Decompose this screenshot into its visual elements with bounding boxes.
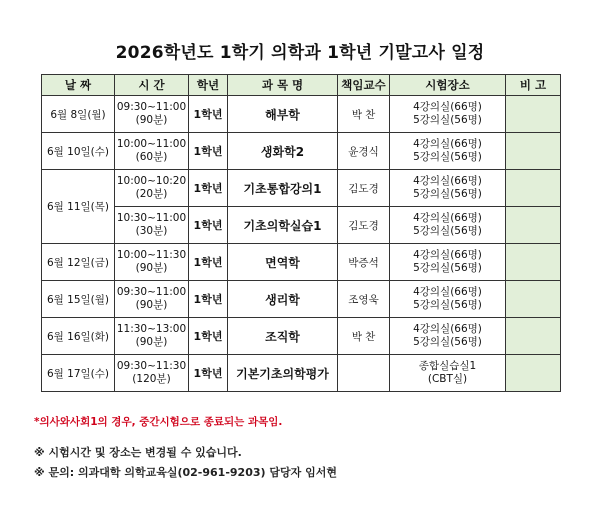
place-line-2: 5강의실(56명) — [413, 336, 482, 348]
place-line-2: (CBT실) — [427, 373, 468, 385]
table-row — [42, 170, 561, 207]
row-subject: 기본기초의학평가 — [228, 355, 338, 392]
row-professor: 조영욱 — [338, 281, 390, 318]
time-duration: (60분) — [135, 151, 168, 163]
row-place — [390, 207, 506, 244]
row-remark — [506, 170, 561, 207]
row-professor: 박증석 — [338, 244, 390, 281]
place-line-2: 5강의실(56명) — [413, 262, 482, 274]
row-subject: 해부학 — [228, 96, 338, 133]
change-notice: ※ 시험시간 및 장소는 변경될 수 있습니다. — [34, 446, 242, 459]
row-professor: 김도경 — [338, 207, 390, 244]
place-line-1: 4강의실(66명) — [413, 286, 482, 298]
time-range: 10:00~11:00 — [116, 138, 187, 150]
time-duration: (90분) — [135, 299, 168, 311]
place-line-2: 5강의실(56명) — [413, 114, 482, 126]
document-title: 2026학년도 1학기 의학과 1학년 기말고사 일정 — [115, 43, 485, 63]
row-time — [115, 133, 189, 170]
place-line-1: 4강의실(66명) — [413, 323, 482, 335]
row-remark — [506, 318, 561, 355]
row-professor: 김도경 — [338, 170, 390, 207]
row-subject: 면역학 — [228, 244, 338, 281]
header-professor: 책임교수 — [338, 75, 390, 96]
row-professor: 박 찬 — [338, 318, 390, 355]
row-professor — [338, 355, 390, 392]
table-row — [42, 207, 561, 244]
row-date: 6월 17일(수) — [42, 355, 115, 392]
table-row — [42, 318, 561, 355]
row-place — [390, 96, 506, 133]
row-date: 6월 16일(화) — [42, 318, 115, 355]
row-subject: 조직학 — [228, 318, 338, 355]
row-remark — [506, 133, 561, 170]
table-row — [42, 133, 561, 170]
time-duration: (20분) — [135, 188, 168, 200]
row-remark — [506, 96, 561, 133]
header-date: 날 짜 — [42, 75, 115, 96]
table-header-row — [42, 75, 561, 96]
time-range: 10:30~11:00 — [116, 212, 187, 224]
row-time — [115, 281, 189, 318]
row-place — [390, 355, 506, 392]
row-time — [115, 96, 189, 133]
row-place — [390, 170, 506, 207]
place-line-1: 4강의실(66명) — [413, 175, 482, 187]
row-place — [390, 133, 506, 170]
row-remark — [506, 207, 561, 244]
row-year: 1학년 — [189, 281, 228, 318]
row-place — [390, 318, 506, 355]
header-remark: 비 고 — [506, 75, 561, 96]
time-range: 09:30~11:00 — [116, 286, 187, 298]
row-year: 1학년 — [189, 318, 228, 355]
row-place — [390, 281, 506, 318]
place-line-1: 종합실습실1 — [418, 360, 477, 372]
place-line-1: 4강의실(66명) — [413, 212, 482, 224]
table-row — [42, 355, 561, 392]
place-line-2: 5강의실(56명) — [413, 188, 482, 200]
row-remark — [506, 355, 561, 392]
table-row — [42, 96, 561, 133]
place-line-2: 5강의실(56명) — [413, 225, 482, 237]
row-professor: 윤경식 — [338, 133, 390, 170]
time-duration: (120분) — [132, 373, 171, 385]
row-year: 1학년 — [189, 207, 228, 244]
time-range: 10:00~11:30 — [116, 249, 187, 261]
row-remark — [506, 281, 561, 318]
place-line-2: 5강의실(56명) — [413, 299, 482, 311]
contact-notice: ※ 문의: 의과대학 의학교육실(02-961-9203) 담당자 임서현 — [34, 466, 337, 479]
row-year: 1학년 — [189, 244, 228, 281]
row-remark — [506, 244, 561, 281]
place-line-2: 5강의실(56명) — [413, 151, 482, 163]
time-range: 10:00~10:20 — [116, 175, 187, 187]
exam-schedule-table — [41, 74, 561, 392]
time-range: 11:30~13:00 — [116, 323, 187, 335]
row-time — [115, 318, 189, 355]
time-duration: (90분) — [135, 336, 168, 348]
row-year: 1학년 — [189, 170, 228, 207]
row-time — [115, 207, 189, 244]
row-subject: 생화학2 — [228, 133, 338, 170]
row-date: 6월 8일(월) — [42, 96, 115, 133]
row-time — [115, 170, 189, 207]
place-line-1: 4강의실(66명) — [413, 101, 482, 113]
time-duration: (30분) — [135, 225, 168, 237]
row-subject: 기초의학실습1 — [228, 207, 338, 244]
row-professor: 박 찬 — [338, 96, 390, 133]
table-row — [42, 281, 561, 318]
row-time — [115, 355, 189, 392]
time-range: 09:30~11:00 — [116, 101, 187, 113]
header-year: 학년 — [189, 75, 228, 96]
row-date: 6월 12일(금) — [42, 244, 115, 281]
footnote-red: *의사와사회1의 경우, 중간시험으로 종료되는 과목임. — [34, 416, 283, 428]
row-place — [390, 244, 506, 281]
row-date: 6월 15일(월) — [42, 281, 115, 318]
time-range: 09:30~11:30 — [116, 360, 187, 372]
row-year: 1학년 — [189, 355, 228, 392]
row-subject: 생리학 — [228, 281, 338, 318]
header-time: 시 간 — [115, 75, 189, 96]
place-line-1: 4강의실(66명) — [413, 249, 482, 261]
header-place: 시험장소 — [390, 75, 506, 96]
row-year: 1학년 — [189, 96, 228, 133]
table-row — [42, 244, 561, 281]
row-subject: 기초통합강의1 — [228, 170, 338, 207]
time-duration: (90분) — [135, 262, 168, 274]
place-line-1: 4강의실(66명) — [413, 138, 482, 150]
row-date: 6월 10일(수) — [42, 133, 115, 170]
row-year: 1학년 — [189, 133, 228, 170]
time-duration: (90분) — [135, 114, 168, 126]
header-subject: 과 목 명 — [228, 75, 338, 96]
row-date: 6월 11일(목) — [42, 170, 115, 244]
row-time — [115, 244, 189, 281]
